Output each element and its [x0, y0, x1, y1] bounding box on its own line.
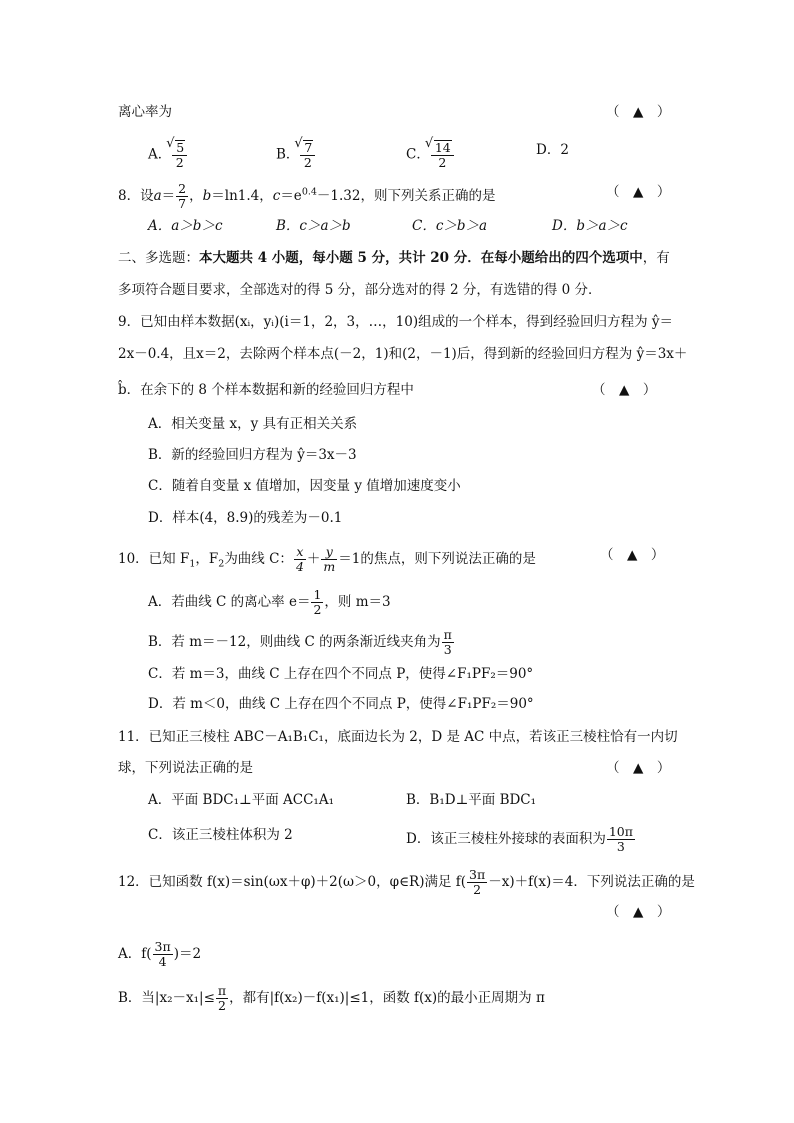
q10-a-text-2: ，则 m＝3 — [324, 594, 391, 610]
q8-frac-num: 2 — [178, 181, 187, 196]
q7-option-b-label: B． — [276, 146, 300, 163]
q10-text-1: 10．已知 F — [118, 551, 190, 567]
q10-b-num: π — [443, 627, 452, 642]
q12-b-den: 2 — [218, 998, 226, 1013]
q7-option-a-label: A． — [148, 146, 172, 163]
q8-text-4: ＝e — [280, 188, 302, 204]
q12-frac-den: 2 — [473, 882, 482, 897]
q10-text-2: ，F — [195, 551, 219, 567]
q7-option-a[interactable] — [148, 140, 188, 170]
section2-text-bold-2: 四个选项中 — [575, 250, 643, 266]
q8-var-a: a — [153, 188, 162, 204]
q7-b-num: √ 7 — [303, 140, 313, 155]
q8-frac-den: 7 — [178, 196, 187, 211]
q10-stem — [118, 545, 536, 574]
q12-frac — [467, 868, 487, 897]
q7-b-den: 2 — [303, 155, 312, 170]
q11-d-text: D．该正三棱柱外接球的表面积为 — [406, 831, 606, 847]
q8-text-2: ， — [189, 188, 203, 204]
q7-a-num: √ 5 — [175, 140, 185, 155]
q7-answer-mark: （ ▲ ） — [606, 104, 671, 120]
q8-text-3: ＝ln1.4， — [211, 188, 273, 204]
q7-option-b-frac — [300, 140, 315, 170]
q10-frac-1-den: 4 — [295, 559, 304, 574]
q9-option-a[interactable]: A．相关变量 x，y 具有正相关关系 — [148, 416, 358, 432]
q12-a-den: 4 — [158, 954, 167, 969]
q9-answer-mark: （ ▲ ） — [592, 382, 657, 398]
q10-option-d[interactable]: D．若 m＜0，曲线 C 上存在四个不同点 P，使得∠F₁PF₂＝90° — [148, 696, 534, 712]
q9-stem-line3: b̂．在余下的 8 个样本数据和新的经验回归方程中 — [118, 382, 414, 398]
q12-frac-num: 3π — [469, 867, 486, 882]
q12-a-text-1: A．f( — [118, 946, 152, 962]
q7-c-num: √ 14 — [434, 140, 452, 155]
section2-text-bold: 本大题共 4 小题，每小题 5 分，共计 20 分．在每小题给出的 — [199, 250, 576, 266]
q8-var-b: b — [202, 188, 212, 204]
q11-option-c[interactable]: C．该正三棱柱体积为 2 — [148, 827, 293, 843]
q12-b-frac — [216, 984, 228, 1013]
q10-frac-2-num: y — [321, 545, 337, 560]
q10-option-c[interactable]: C．若 m＝3，曲线 C 上存在四个不同点 P，使得∠F₁PF₂＝90° — [148, 666, 534, 682]
q11-answer-mark: （ ▲ ） — [606, 760, 671, 776]
q10-frac-1 — [294, 545, 306, 574]
q7-option-c-frac — [431, 140, 454, 170]
q9-stem-line2: 2x－0.4，且x＝2，去除两个样本点(－2，1)和(2，－1)后，得到新的经验回归方程为 ŷ＝3x＋ — [118, 346, 688, 362]
q11-option-b[interactable]: B．B₁D⊥平面 BDC₁ — [406, 792, 537, 808]
q12-a-text-2: )＝2 — [173, 946, 202, 962]
q7-stem-tail: 离心率为 — [118, 104, 172, 120]
q10-frac-1-num: x — [294, 545, 306, 560]
q9-stem-line1: 9．已知由样本数据(xᵢ，yᵢ)(i＝1，2，3，…，10)组成的一个样本，得到经验回归方程为 ŷ＝ — [118, 314, 674, 330]
q12-a-frac — [153, 940, 173, 969]
q11-stem-line2: 球，下列说法正确的是 — [118, 760, 253, 776]
q12-option-b[interactable] — [118, 984, 545, 1013]
q12-option-a[interactable] — [118, 940, 201, 969]
q10-b-den: 3 — [443, 642, 452, 657]
q11-d-den: 3 — [616, 839, 625, 854]
q10-sub-1: 1 — [189, 558, 196, 570]
q7-a-den: 2 — [175, 155, 184, 170]
q8-answer-mark: （ ▲ ） — [606, 184, 671, 200]
q10-answer-mark: （ ▲ ） — [600, 547, 665, 563]
q12-text-1: 12．已知函数 f(x)＝sin(ωx＋φ)＋2(ω＞0，φ∈R)满足 f( — [118, 874, 467, 890]
q10-a-num: 1 — [313, 587, 322, 602]
section2-header-line2: 多项符合题目要求，全部选对的得 5 分，部分选对的得 2 分，有选错的得 0 分． — [118, 282, 602, 298]
q11-d-num: 10π — [608, 824, 633, 839]
q8-option-c[interactable]: C．c＞b＞a — [412, 218, 488, 234]
q8-exponent: 0.4 — [301, 186, 317, 198]
q8-frac — [176, 182, 188, 211]
q8-var-c: c — [272, 188, 281, 204]
q12-answer-mark: （ ▲ ） — [606, 904, 671, 920]
q7-option-a-frac — [172, 140, 187, 170]
q10-text-3: 为曲线 C： — [224, 551, 293, 567]
q12-b-text-1: B．当|x₂－x₁|≤ — [118, 990, 215, 1006]
q10-frac-2-den: m — [323, 559, 336, 574]
q8-eq: ＝ — [161, 188, 176, 204]
q12-a-num: 3π — [154, 939, 171, 954]
q10-text-4: ＝1的焦点，则下列说法正确的是 — [338, 551, 536, 567]
q10-a-frac — [311, 588, 323, 617]
q10-b-frac — [442, 628, 454, 657]
q10-frac-2 — [321, 545, 337, 574]
q12-text-2: －x)＋f(x)＝4．下列说法正确的是 — [488, 874, 695, 890]
q11-d-frac — [607, 825, 635, 854]
q12-b-text-2: ，都有|f(x₂)－f(x₁)|≤1，函数 f(x)的最小正周期为 π — [229, 990, 545, 1006]
q8-option-b[interactable]: B．c＞a＞b — [276, 218, 351, 234]
q9-option-d[interactable]: D．样本(4，8.9)的残差为－0.1 — [148, 510, 343, 526]
q12-stem — [118, 868, 695, 897]
q10-option-a[interactable] — [148, 588, 391, 617]
q7-c-den: 2 — [438, 155, 447, 170]
q7-option-d[interactable]: D．2 — [536, 142, 569, 158]
q12-b-num: π — [217, 983, 227, 998]
section2-text-tail: ，有 — [642, 250, 670, 266]
q7-option-c-label: C． — [406, 146, 430, 163]
q9-option-b[interactable]: B．新的经验回归方程为 ŷ＝3x－3 — [148, 447, 357, 463]
q8-text-1: 8．设 — [118, 188, 154, 204]
q8-text-5: －1.32，则下列关系正确的是 — [316, 188, 496, 204]
q11-option-a[interactable]: A．平面 BDC₁⊥平面 ACC₁A₁ — [148, 792, 334, 808]
q9-option-c[interactable]: C．随着自变量 x 值增加，因变量 y 值增加速度变小 — [148, 478, 461, 494]
q10-option-b[interactable] — [148, 628, 455, 657]
q10-sub-2: 2 — [218, 558, 225, 570]
q11-option-d[interactable] — [406, 825, 636, 854]
q10-plus: ＋ — [306, 551, 321, 567]
q7-option-b[interactable] — [276, 140, 316, 170]
q10-a-den: 2 — [313, 602, 322, 617]
section2-title: 二、多选题： — [118, 250, 199, 266]
section2-header-line1 — [118, 248, 670, 268]
q8-stem — [118, 182, 495, 211]
q7-option-c[interactable] — [406, 140, 455, 170]
q8-option-d[interactable]: D．b＞a＞c — [552, 218, 628, 234]
q10-b-text: B．若 m＝－12，则曲线 C 的两条渐近线夹角为 — [148, 634, 441, 650]
q8-option-a[interactable]: A．a＞b＞c — [148, 218, 223, 234]
q10-a-text-1: A．若曲线 C 的离心率 e＝ — [148, 594, 311, 610]
q11-stem-line1: 11．已知正三棱柱 ABC－A₁B₁C₁，底面边长为 2，D 是 AC 中点，若该正三棱柱恰有一内切 — [118, 729, 678, 745]
